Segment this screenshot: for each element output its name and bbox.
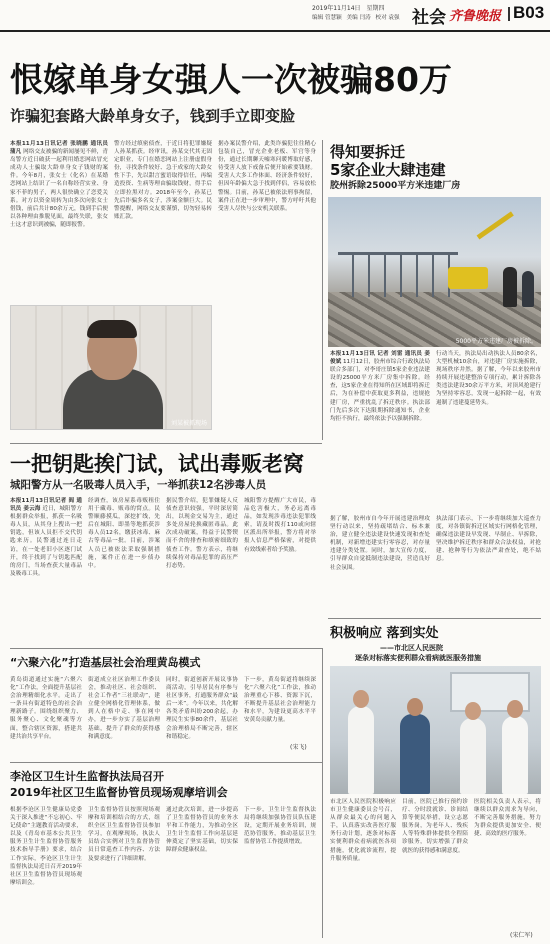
lead-col-3: [218, 140, 316, 440]
bottom-left2-col-3: [166, 806, 238, 938]
mid-headline: 一把钥匙挨门试，试出毒贩老窝: [10, 452, 304, 476]
bottom-left-col-2-text: 街道成立社区治理工作委员会，推动社区、社会组织、社会工作者“三社联动”，建立健全网格化管理体系，做到人在格中走、事在网中办，进一步夯实了基层治理基础，提升了群众的获得感和满意度。: [88, 677, 160, 740]
bottom-left-headline: “六聚六化”打造基层社会治理黄岛模式: [10, 656, 201, 669]
suspect-hair: [87, 320, 137, 338]
bottom-left-col-1: [10, 676, 82, 752]
right-mid-col-1-text: 据了解，胶州市自今年开展违建治理攻坚行动以来，坚持疏堵结合、标本兼治，建立健全违法建设快速发现和查处机制，对新增违建实行零容忍，对存量违建分类处置。同时，加大宣传力度，引导群众自觉抵制违法建设，营造良好社会氛围。: [330, 516, 430, 571]
bottom-left2-col-4: [244, 806, 316, 938]
factory-steel-frame: [338, 252, 458, 297]
page-header: [0, 0, 550, 30]
right-mid-col-2-text: 执法部门表示，下一步将继续加大巡查力度，对各镇街拆迁区域实行网格化管理，确保违法建设早发现、早制止、早拆除，坚决维护拆迁秩序和群众合法权益，对抢建、抢种等行为依法严肃查处，绝不姑息。: [436, 516, 541, 563]
doctor-figure-3: [502, 716, 528, 794]
mid-subhead: 城阳警方从一名吸毒人员入手，一举抓获12名涉毒人员: [10, 479, 267, 491]
bottom-left2-col-2-text: 卫生监督协管员按照现场观摩和培训相结合的方式，组织全区卫生监督协管员参加学习，在观摩现场，执法人员结合实例对卫生监督协管员日常巡查工作内容、方法及要求进行了详细讲解。: [88, 807, 160, 862]
suspect-photo: [10, 305, 212, 430]
excavator-arm: [477, 211, 514, 239]
right-top-col-1-text: 11月12日，胶州市综合行政执法局联合多部门，对李哥庄镇5家企业违法建设的25000平方米厂房集中拆除。经查，这5家企业在得知所在区域即将拆迁后，为在补偿中获取更多利益，违规抢建厂房，严重扰乱了拆迁秩序。执法部门先后多次下达限期拆除通知书，企业均拒不执行，最终依法予以强制拆除。: [330, 359, 430, 422]
header-editor: 编辑 管慧颖: [312, 15, 342, 21]
mid-col-2: [88, 497, 160, 642]
patient-head: [407, 698, 423, 716]
doctor-figure-2: [460, 718, 486, 794]
mid-col-4: [244, 497, 316, 642]
right-top-headline-2: 5家企业大肆违建: [330, 161, 446, 179]
mid-col-3: [166, 497, 238, 642]
bottom-right-subhead: ——市北区人民医院: [380, 644, 443, 652]
right-top-subhead: 胶州拆除25000平方米违建厂房: [330, 181, 461, 191]
right-top-col-2-text: 行动当天，执法局出动执法人员80余名，大型机械10余台，对违建厂房实施拆除，现场秩序井然。据了解，今年以来胶州市持续开展违建整治专项行动，累计拆除各类违法建设30余万平方米，对顶风抢建行为坚持零容忍，发现一起拆除一起，有效遏制了违建蔓延势头。: [436, 351, 541, 406]
lead-col-1: [10, 140, 108, 300]
hospital-photo: [330, 666, 541, 794]
header-section: 社会: [412, 8, 446, 28]
bottom-left-col-4: [244, 676, 316, 740]
bottom-left2-col-2: [88, 806, 160, 938]
bottom-vertical-divider: [322, 648, 323, 938]
lead-headline: 恨嫁单身女强人一次被骗80万: [10, 60, 452, 99]
mid-col-1: [10, 497, 82, 642]
bottom-right-col-1: [330, 798, 396, 938]
bottom-left-top-rule: [10, 648, 322, 649]
lead-col-3-text: 据办案民警介绍，此类诈骗犯往往精心包装自己，冒充企业老板、军官等身份，通过长期聊天嘘寒问暖博取好感，待受害人放下戒备后便开始索要钱财。受害人大多工作体面、经济条件较好，但因年龄偏大急于找到伴侣，容易放松警惕。目前，孙某已被依法刑事拘留，案件正在进一步审理中，警方呼吁其他受害人尽快与公安机关联系。: [218, 141, 316, 212]
doctor-head-3: [507, 700, 523, 718]
header-weekday: 星期四: [366, 5, 385, 12]
header-date: 2019年11月14日: [312, 5, 361, 12]
patient-figure: [400, 714, 430, 794]
doctor-figure-1: [348, 706, 374, 794]
bottom-right-col-2-text: 目前，医院已推行预约诊疗、分时段就诊、诊间结算等便民举措，设立志愿服务岗，为老年人、残疾人等特殊群体提供全程陪诊服务，切实增强了群众就医的获得感和满意度。: [402, 799, 468, 854]
right-top-headline-1: 得知要拆迁: [330, 143, 406, 161]
lead-col-1-text: 网络交友被骗的新闻屡见不鲜，青岛警方近日破获一起利用婚恋网站冒充成功人士骗取大龄单身女子钱财的案件。今年8月，张女士（化名）在某婚恋网站上结识了一名自称经营实业、身家不菲的男子，两人很快确立了恋爱关系。对方以资金周转为由多次向张女士借钱，前后共计80余万元，钱到手后便以各种理由推脱见面，最终失联，张女士这才意识到被骗，随即报警。: [10, 149, 108, 228]
bottom-left-col-2: [88, 676, 160, 752]
demolition-photo-caption: 5000平方米违建厂房被拆除。: [455, 338, 537, 345]
bottom-left-credit: (宋飞): [290, 744, 307, 751]
mid-col-1-text: 近日，城阳警方根据群众举报，抓获一名吸毒人员，从其身上搜出一把钥匙，但该人员拒不交代钥匙来历。民警通过连日走访，在一处老旧小区逐门试开，终于找到了与钥匙匹配的房门，当场查获大量毒品及吸毒工具。: [10, 506, 82, 577]
header-proof: 校对 袁强: [375, 15, 400, 21]
bottom-right-subhead-2: 逐条对标落实便利群众看病就医服务措施: [355, 654, 481, 662]
header-page-number: B03: [513, 3, 545, 22]
bottom-right-col-3-text: 医院相关负责人表示，将继续以群众需求为导向，不断完善服务措施，努力为群众提供更加安全、便捷、高效的医疗服务。: [474, 799, 541, 838]
mid-col-3-text: 据民警介绍，犯罪嫌疑人反侦查意识较强，平时深居简出，以现金交易为主，通过多处房屋轮换藏匿毒品。此次成功破案，得益于民警锲而不舍的排查和缜密细致的侦查工作。警方表示，将继续保持对毒品犯罪的高压严打态势。: [166, 498, 238, 569]
bottom-right-col-2: [402, 798, 468, 938]
bottom-right-top-rule: [328, 618, 541, 619]
mid-col-2-text: 经调查，该房屋系毒贩租住用于藏毒、贩毒的窝点。民警顺藤摸瓜，深挖扩线，先后在城阳、即墨等地抓获涉毒人员12名，缴获冰毒、麻古等毒品一批。目前，涉案人员已被依法采取强制措施，案件正在进一步侦办中。: [88, 498, 160, 569]
bottom-left2-col-3-text: 通过此次培训，进一步提高了卫生监督协管员的业务水平和工作能力，为推动全区卫生计生监督工作向基层延伸奠定了坚实基础，切实保障群众健康权益。: [166, 807, 238, 854]
demolition-photo: [328, 197, 541, 347]
mid-byline: 本报11月13日讯记者 阎 通讯员 姜云海: [10, 498, 82, 513]
lead-subhead: 诈骗犯套路大龄单身女子，钱到手立即变脸: [10, 107, 296, 125]
bottom-left-col-4-text: 下一步，黄岛街道将继续深化“六聚六化”工作法，推动治理重心下移、资源下沉，不断提升基层社会治理能力和水平，为建设更高水平平安黄岛贡献力量。: [244, 677, 316, 724]
bottom-left2-headline: 李沧区卫生计生监督执法局召开: [10, 770, 164, 783]
header-rule: [0, 30, 550, 32]
right-mid-col-2: [436, 515, 541, 610]
bottom-left-col-3-text: 同时，街道创新开展议事协商活动，引导居民有序参与社区事务，打通服务群众“最后一米”。今年以来，共化解各类矛盾纠纷200余起，办理民生实事80余件，基层社会治理格局不断完善，辖区和谐稳定。: [166, 677, 238, 740]
header-designer: 美编 闫涛: [346, 15, 371, 21]
header-divider-bar: [508, 7, 510, 21]
mid-col-4-text: 城阳警方提醒广大市民，毒品危害极大，务必远离毒品，如发现涉毒违法犯罪线索，请及时拨打110或向辖区派出所举报，警方将对举报人信息严格保密，对提供有效线索者给予奖励。: [244, 498, 316, 553]
right-mid-col-1: [330, 515, 430, 610]
bottom-right-col-3: [474, 798, 541, 930]
photo-caption: 刘某被抓现场: [170, 420, 207, 427]
bottom-left2-col-1: [10, 806, 82, 938]
lead-vertical-divider: [322, 140, 323, 440]
bottom-left2-subhead: 2019年社区卫生监督协管员现场观摩培训会: [10, 786, 228, 799]
doctor-head-1: [353, 690, 369, 708]
lead-byline: 本报11月13日讯记者 张晓鹏 通讯员 蒲凡: [10, 141, 108, 156]
right-top-col-2: [436, 350, 541, 510]
mid-top-rule: [10, 443, 322, 444]
bottom-right-headline: 积极响应 落到实处: [330, 626, 439, 641]
bottom-left-col-3: [166, 676, 238, 752]
bottom-right-col-1-text: 市北区人民医院积极响应市卫生健康委员会号召，从群众最关心的问题入手，认真落实改善医疗服务行动计划，逐条对标落实便利群众看病就医各项措施，优化就诊流程，提升服务质量。: [330, 799, 396, 862]
bottom-left2-col-1-text: 根据李沧区卫生健康局党委关于深入推进“不忘初心、牢记使命”主题教育活动要求，以及《青岛市基本公共卫生服务卫生计生监督协管服务技术指导手册》要求，结合工作实际，李沧区卫生计生监督执法局近日召开2019年社区卫生监督协管员现场观摩培训会。: [10, 807, 82, 886]
bottom-left-col-1-text: 黄岛街道通过实施“六聚六化”工作法，全面提升基层社会治理精细化水平。走出了一条具有街道特色的社会治理新路子。围绕组织聚力、服务聚心、文化聚魂等方面，整合辖区资源，搭建共建共治共享平台。: [10, 677, 82, 740]
worker-figure: [503, 267, 517, 307]
worker-figure-2: [522, 271, 534, 307]
lead-col-2-text: 警方经过缜密侦查，于近日将犯罪嫌疑人孙某抓获。经审讯，孙某交代其无固定职业，专门在婚恋网站上注册虚假身份，寻找条件较好、急于成家的大龄女性下手，先以甜言蜜语取得信任，再编造投资、生病等理由骗取钱财，得手后立即拉黑对方。2018年至今，孙某已先后诈骗多名女子，涉案金额巨大。民警提醒，网络交友要谨慎，切勿轻易转账汇款。: [114, 141, 212, 220]
bottom-left2-col-4-text: 下一步，卫生计生监督执法局将继续加强协管员队伍建设，定期开展业务培训，规范协管服务，推动基层卫生监督协管工作提质增效。: [244, 807, 316, 846]
right-top-byline: 本报11月13日讯 记者 刘雷 通讯员 姜俊斌: [330, 351, 430, 366]
doctor-head-2: [465, 702, 481, 720]
lead-col-2: [114, 140, 212, 300]
bottom-right-credit: (宋仁军): [510, 932, 533, 939]
bottom-left2-top-rule: [10, 762, 322, 763]
header-paper-logo: 齐鲁晚报: [449, 9, 502, 24]
excavator-body: [448, 267, 488, 289]
